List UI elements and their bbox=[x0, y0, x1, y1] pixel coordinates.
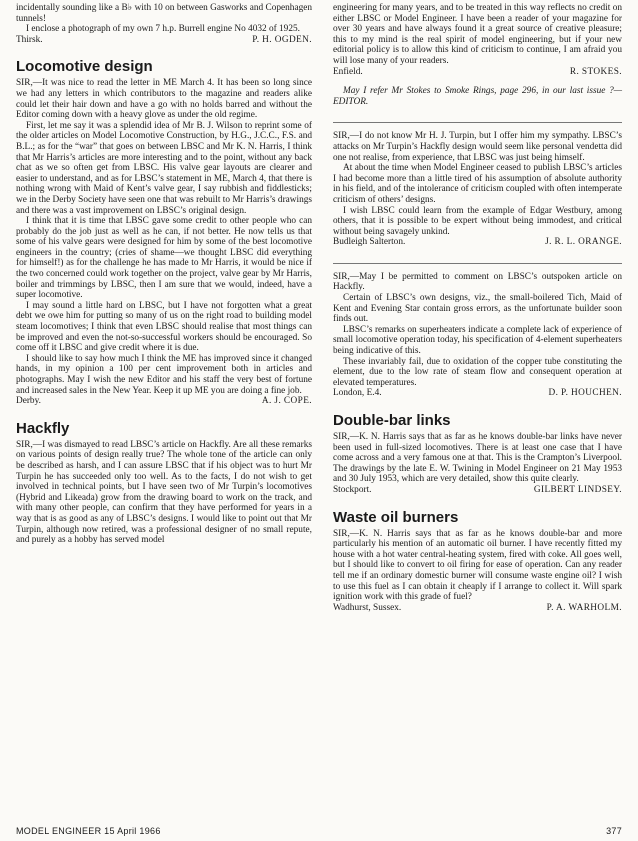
letter-signoff bbox=[16, 35, 312, 46]
letter-body: LBSC’s remarks on superheaters indicate a complete lack of experience of small locomotive operation today, his specification of 4-element superheaters being indicative of this. bbox=[333, 324, 622, 357]
page-footer bbox=[16, 826, 622, 836]
letter-body: I should like to say how much I think the ME has improved since it changed hands, in my opinion a 100 per cent improvement both in articles and photographs. May I wish the new Editor and his staff the very best of fortune and increased sales in the New Year. Keep it up ME you are doing a fine job. bbox=[16, 353, 312, 396]
letter-place: Derby. bbox=[16, 396, 41, 407]
left-column bbox=[16, 3, 312, 546]
letter-body: I think that it is time that LBSC gave some credit to other people who can probably do the job just as well as he can, if not better. He now tells us that some of his valve gears were designed for him by some of the best locomotive engineers in the country; (cries of shame—we thought LBSC did everything for himself!) as for the challenge he has made to Mr Harris, it would be nice if the two concerned could work together on the project, valve gear by Mr Harris, boiler and trimmings by LBSC, then I am sure that we would, indeed, have a super locomotive. bbox=[16, 216, 312, 301]
letter-place: Budleigh Salterton. bbox=[333, 237, 406, 248]
letter-signoff bbox=[16, 396, 312, 407]
letter-place: Thirsk. bbox=[16, 34, 43, 45]
letter-houchen bbox=[333, 272, 622, 399]
letter-place: Enfield. bbox=[333, 66, 363, 77]
letter-ogden bbox=[16, 3, 312, 45]
letter-body: These invariably fail, due to oxidation of the copper tube constituting the element, due to the low rate of steam flow and consequent operation at elevated temperatures. bbox=[333, 356, 622, 388]
divider bbox=[333, 263, 622, 264]
letter-stokes-start bbox=[16, 440, 312, 546]
letter-place: London, E.4. bbox=[333, 388, 382, 399]
letter-body: At about the time when Model Engineer ceased to publish LBSC’s articles I had become more than a little tired of his assumption of absolute authority in his field, and of the intolerance of criticism coupled with often intemperate criticism of others’ designs. bbox=[333, 163, 622, 205]
letter-body: incidentally sounding like a B♭ with 10 on between Gasworks and Copenhagen tunnels! bbox=[16, 3, 312, 24]
letter-place: Wadhurst, Sussex. bbox=[333, 602, 402, 613]
letter-body: I wish LBSC could learn from the example of Edgar Westbury, among others, that it is possible to be expert without being immodest, and critical without being savagely unkind. bbox=[333, 205, 622, 237]
letter-body: SIR,—K. N. Harris says that as far as he knows double-bar links have never been used in full-sized locomotives. There is at least one case that I have come across and a very famous one at that. This is the Crampton’s Liverpool. The drawings by the late E. W. Twining in Model Engineer on 21 May 1953 and 30 July 1953, which are very detailed, show this quite clearly. bbox=[333, 432, 622, 485]
letter-warholm bbox=[333, 529, 622, 614]
letter-signoff bbox=[333, 485, 622, 496]
letter-body: SIR,—I do not know Mr H. J. Turpin, but I offer him my sympathy. LBSC’s attacks on Mr Turpin’s Hackfly design would seem like personal vendetta did one not realise, from experience, that LBSC was just being himself. bbox=[333, 131, 622, 163]
section-heading-waste-oil-burners: Waste oil burners bbox=[333, 508, 459, 526]
divider bbox=[333, 122, 622, 123]
letter-stokes-end bbox=[333, 3, 622, 107]
letter-signoff bbox=[333, 388, 622, 399]
letter-signature: J. R. L. ORANGE. bbox=[545, 237, 622, 248]
letter-body: SIR,—May I be permitted to comment on LBSC’s outspoken article on Hackfly. bbox=[333, 271, 622, 293]
letter-signature: R. STOKES. bbox=[569, 66, 622, 77]
letter-signoff bbox=[333, 603, 622, 614]
letter-body: First, let me say it was a splendid idea of Mr B. J. Wilson to reprint some of the older articles on Model Locomotive Construction, by H.G., J.C.C., F.S. and B.L.; as for the “war” that goes on between LBSC and Mr K. N. Harris, I think that Mr Harris’s articles are more interesting and to the point, without any back chat as we so often get from LBSC. His valve gear layouts are clearer and easier to understand, and as for LBSC’s statement in ME, March 4, that there is nothing wrong with Maid of Kent’s valve gear, I say rubbish and fiddlesticks; we in the Derby Society have seen one that was rebuilt to Mr Harris’s drawings and there was a vast improvement on LBSC’s original design. bbox=[16, 120, 312, 216]
letter-body: SIR,—K. N. Harris says that as far as he knows double-bar and more particularly his mention of an automatic oil burner. I have recently fitted my house with a hot water central-heating system, fired with coke. All goes well, but I should like to convert to oil firing for ease of operation. Can any reader tell me if an ordinary domestic burner will consume waste engine oil? I wish to use this fuel as I can obtain it cheaply if I arrange to collect it. Will spark ignition work with this grade of fuel? bbox=[333, 528, 622, 603]
page-number: 377 bbox=[606, 826, 622, 836]
letter-lindsey bbox=[333, 432, 622, 496]
letter-place: Stockport. bbox=[333, 484, 372, 495]
letter-orange bbox=[333, 131, 622, 248]
letter-signature: D. P. HOUCHEN. bbox=[548, 388, 622, 399]
letter-signature: P. A. WARHOLM. bbox=[546, 602, 622, 613]
letter-signature: GILBERT LINDSEY. bbox=[533, 484, 622, 495]
letter-body: I enclose a photograph of my own 7 h.p. Burrell engine No 4032 of 1925. bbox=[26, 24, 300, 35]
editor-note: May I refer Mr Stokes to Smoke Rings, page 296, in our last issue ?—EDITOR. bbox=[333, 86, 622, 107]
letter-body: Certain of LBSC’s own designs, viz., the small-boilered Tich, Maid of Kent and Evening Star contain gross errors, as the unfortunate builder soon finds out. bbox=[333, 293, 622, 325]
publication-line: MODEL ENGINEER 15 April 1966 bbox=[16, 826, 161, 836]
section-heading-double-bar-links: Double-bar links bbox=[333, 412, 451, 429]
letter-signoff bbox=[333, 237, 622, 248]
section-heading-hackfly: Hackfly bbox=[16, 419, 70, 437]
letter-cope bbox=[16, 78, 312, 406]
section-heading-locomotive-design: Locomotive design bbox=[16, 58, 153, 76]
letter-body: engineering for many years, and to be treated in this way reflects no credit on either LBSC or Model Engineer. I have been a reader of your magazine for over 30 years and have always found it a great source of creative pleasure; this to my mind is the real spirit of model engineering, but if your new editorial policy is to allow this kind of criticism to continue, I am afraid you will lose many of your readers. bbox=[333, 3, 622, 66]
letter-body: SIR,—I was dismayed to read LBSC’s article on Hackfly. Are all these remarks on various points of design really true? The whole tone of the article can only be described as harsh, and I can assure LBSC that if his object was to hurt Mr Turpin he has succeeded only too well. As to the facts, I do not wish to get involved in technical points, but I have seen two of Mr Turpin’s locomotives (Hybrid and Likeada) grow from the drawing board to work on the track, and with many other people, can confirm that they have performed for years in a way that is as good as any of LBSC’s designs. I would like to point out that Mr Turpin, although now retired, was a professional designer of no small repute, and purely as a hobby has served model bbox=[16, 439, 312, 546]
letter-signature: P. H. OGDEN. bbox=[252, 34, 312, 45]
letter-body: SIR,—It was nice to read the letter in ME March 4. It has been so long since we had any letters in which contributors to the magazine and readers alike could let their hair down and have a go with no holds barred and without the Editor coming down with a heavy glove as under the old regime. bbox=[16, 78, 312, 121]
letter-signoff bbox=[333, 67, 622, 78]
letter-signature: A. J. COPE. bbox=[261, 396, 312, 407]
letter-body: I may sound a little hard on LBSC, but I have not forgotten what a great debt we owe him for putting so many of us on the right road to building model steam locomotives; I think that even LBSC should realise that most things can be improved and even the not-so-successful workers should be encouraged. So come off it LBSC and give credit where it is due. bbox=[16, 300, 312, 354]
right-column bbox=[333, 3, 622, 613]
